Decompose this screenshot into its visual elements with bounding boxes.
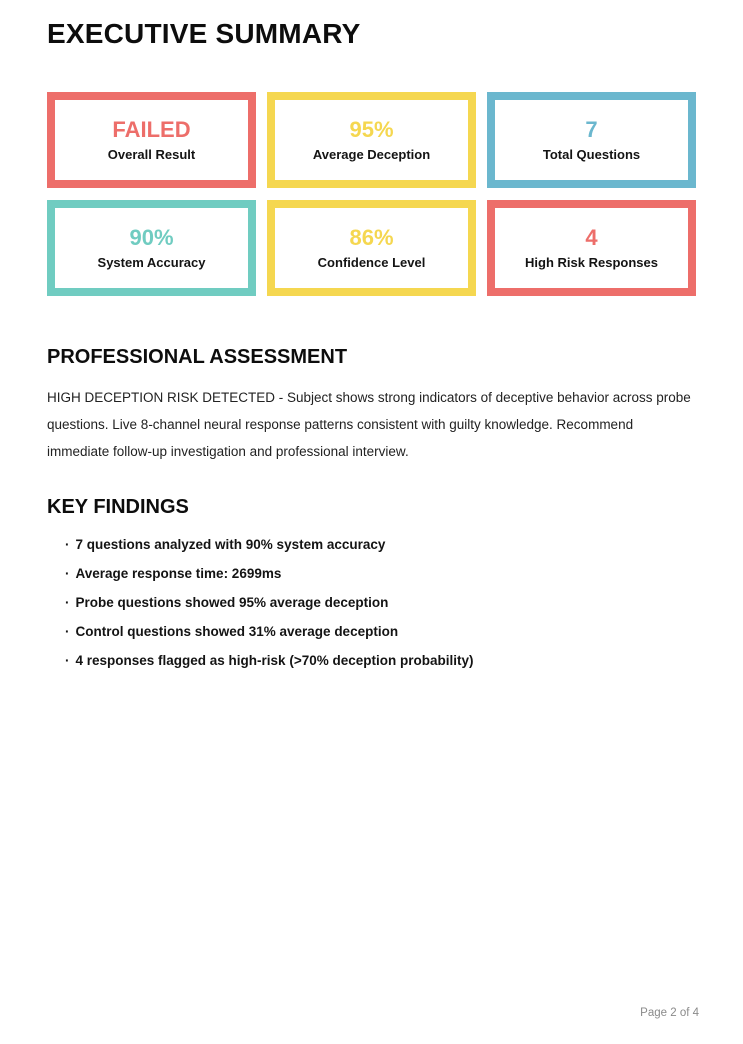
stat-card [487,92,696,188]
bullet-dot: · [65,624,70,640]
summary-stats-grid [47,92,696,296]
findings-list [47,538,696,668]
bullet-dot: · [65,653,70,669]
finding-text: 4 responses flagged as high-risk (>70% deception probability) [75,653,474,669]
finding-item [65,567,696,581]
stat-card [47,92,256,188]
finding-text: 7 questions analyzed with 90% system accuracy [75,537,386,553]
stat-card [47,200,256,296]
page-title: EXECUTIVE SUMMARY [47,18,361,49]
stat-card [267,200,476,296]
stat-value: 4 [585,225,598,251]
finding-text: Average response time: 2699ms [75,566,282,582]
finding-item [65,625,696,639]
assessment-heading: PROFESSIONAL ASSESSMENT [47,346,348,369]
stat-value: 90% [129,225,174,251]
bullet-dot: · [65,566,70,582]
bullet-dot: · [65,595,70,611]
assessment-body: HIGH DECEPTION RISK DETECTED - Subject shows strong indicators of deceptive behavior across probe questions. Live 8-channel neural response patterns consistent with guilty knowledge. Recommend immediate follow-up investigation and professional interview. [47,390,691,460]
stat-card [487,200,696,296]
assessment-section [47,346,696,465]
finding-item [65,538,696,552]
stat-label: Overall Result [107,147,196,163]
finding-item [65,596,696,610]
findings-heading: KEY FINDINGS [47,496,189,519]
findings-section [47,496,696,668]
stat-label: Total Questions [542,147,641,163]
stat-label: Confidence Level [317,255,426,271]
stat-value: 7 [585,117,598,143]
stat-value: 86% [349,225,394,251]
finding-item [65,654,696,668]
stat-label: High Risk Responses [525,255,658,271]
bullet-dot: · [65,537,70,553]
stat-label: Average Deception [312,147,431,163]
stat-value: 95% [349,117,394,143]
page-number: Page 2 of 4 [640,1007,699,1019]
stat-value: FAILED [112,117,191,143]
finding-text: Control questions showed 31% average deception [75,624,399,640]
stat-label: System Accuracy [97,255,206,271]
stat-card [267,92,476,188]
finding-text: Probe questions showed 95% average deception [75,595,389,611]
